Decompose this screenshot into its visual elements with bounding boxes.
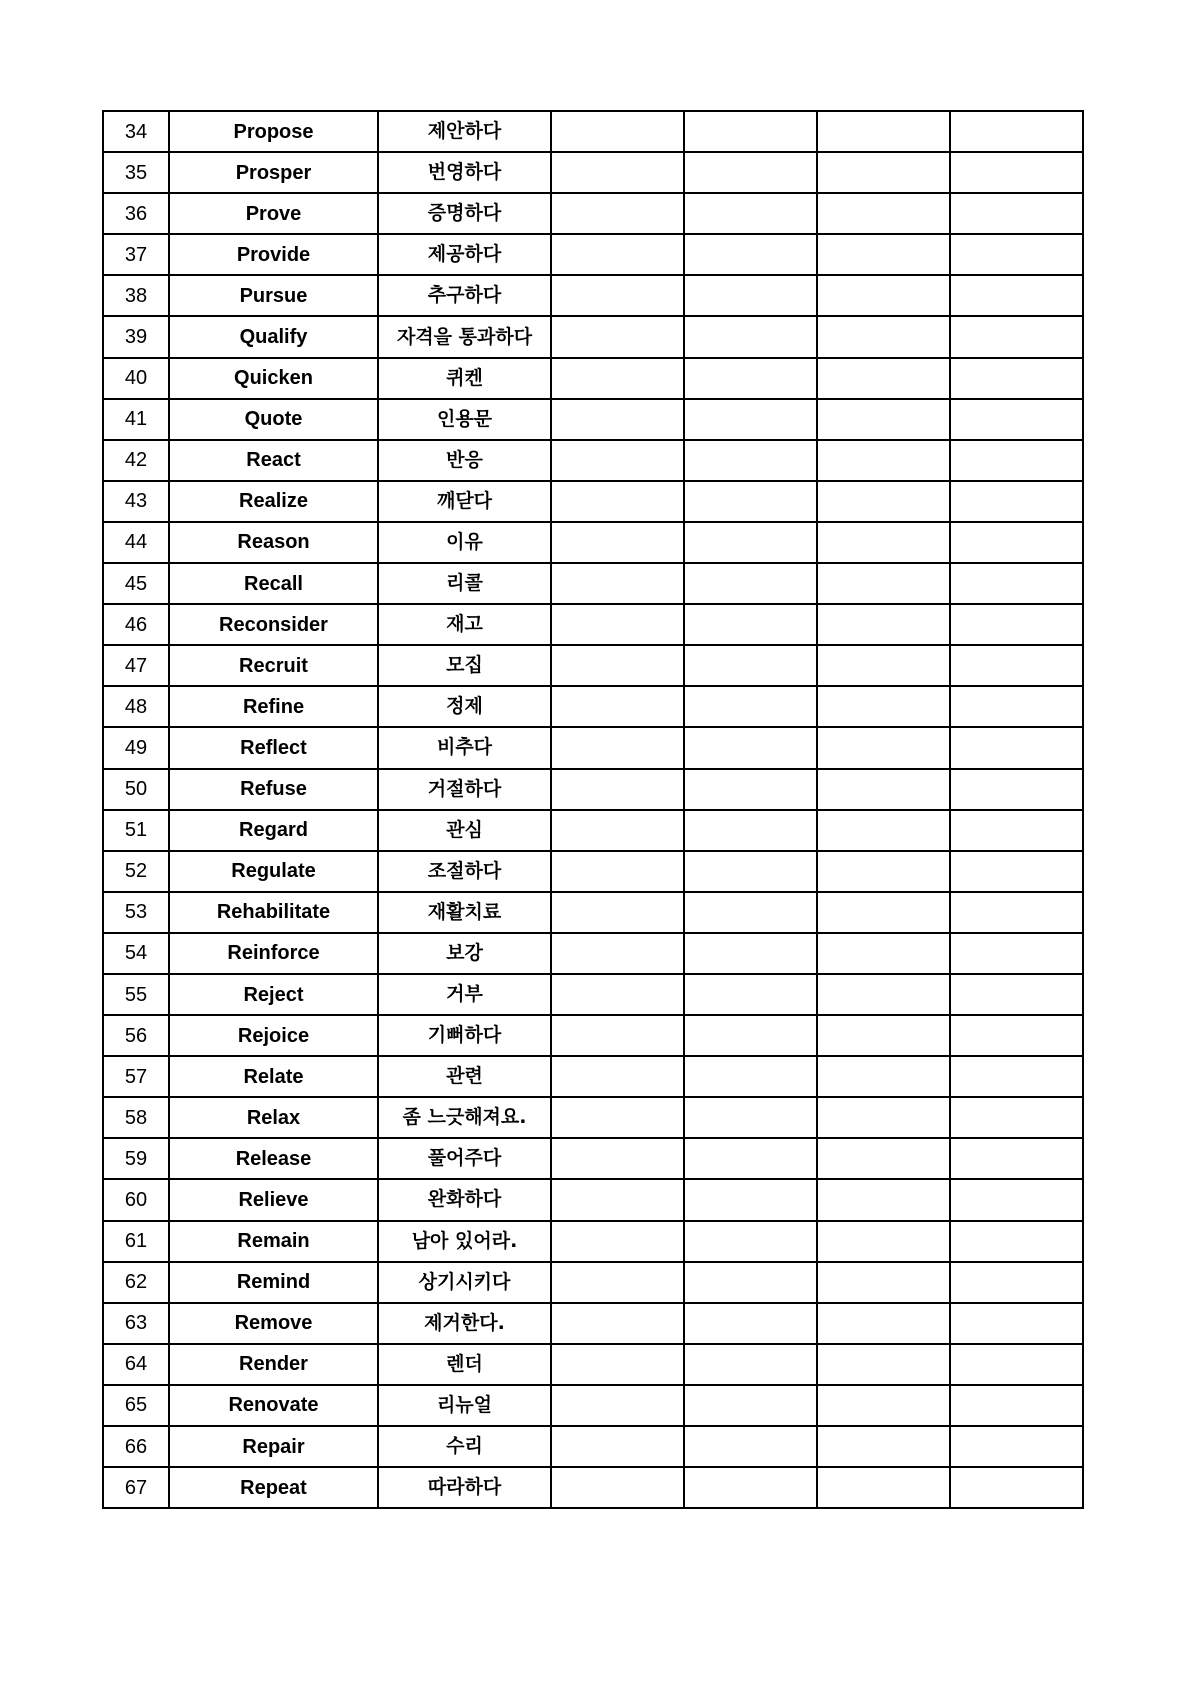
row-number-cell: 65	[103, 1385, 169, 1426]
blank-practice-cell	[551, 1015, 684, 1056]
english-word-cell: Regard	[169, 810, 378, 851]
blank-practice-cell	[817, 1056, 950, 1097]
table-row	[103, 1221, 1083, 1262]
blank-practice-cell	[551, 974, 684, 1015]
table-row	[103, 1467, 1083, 1508]
row-number-cell: 35	[103, 152, 169, 193]
table-row	[103, 1056, 1083, 1097]
blank-practice-cell	[950, 563, 1083, 604]
row-number-cell: 67	[103, 1467, 169, 1508]
blank-practice-cell	[684, 1097, 817, 1138]
korean-meaning-cell: 상기시키다	[378, 1262, 551, 1303]
blank-practice-cell	[684, 1262, 817, 1303]
korean-meaning-cell: 정제	[378, 686, 551, 727]
english-word-cell: Refuse	[169, 769, 378, 810]
blank-practice-cell	[684, 399, 817, 440]
blank-practice-cell	[817, 645, 950, 686]
korean-meaning-cell: 증명하다	[378, 193, 551, 234]
blank-practice-cell	[817, 1015, 950, 1056]
blank-practice-cell	[684, 111, 817, 152]
blank-practice-cell	[817, 152, 950, 193]
blank-practice-cell	[551, 316, 684, 357]
blank-practice-cell	[684, 1221, 817, 1262]
blank-practice-cell	[950, 111, 1083, 152]
table-row	[103, 1138, 1083, 1179]
row-number-cell: 55	[103, 974, 169, 1015]
blank-practice-cell	[950, 1467, 1083, 1508]
blank-practice-cell	[817, 1221, 950, 1262]
blank-practice-cell	[684, 1015, 817, 1056]
table-row	[103, 810, 1083, 851]
english-word-cell: Recruit	[169, 645, 378, 686]
blank-practice-cell	[817, 974, 950, 1015]
blank-practice-cell	[551, 522, 684, 563]
row-number-cell: 40	[103, 358, 169, 399]
korean-meaning-cell: 제거한다.	[378, 1303, 551, 1344]
english-word-cell: Rehabilitate	[169, 892, 378, 933]
english-word-cell: Pursue	[169, 275, 378, 316]
table-row	[103, 152, 1083, 193]
blank-practice-cell	[950, 1385, 1083, 1426]
korean-meaning-cell: 재고	[378, 604, 551, 645]
blank-practice-cell	[817, 933, 950, 974]
row-number-cell: 53	[103, 892, 169, 933]
english-word-cell: Reconsider	[169, 604, 378, 645]
blank-practice-cell	[684, 1138, 817, 1179]
row-number-cell: 42	[103, 440, 169, 481]
blank-practice-cell	[950, 152, 1083, 193]
korean-meaning-cell: 남아 있어라.	[378, 1221, 551, 1262]
korean-meaning-cell: 이유	[378, 522, 551, 563]
blank-practice-cell	[551, 152, 684, 193]
blank-practice-cell	[817, 686, 950, 727]
korean-meaning-cell: 번영하다	[378, 152, 551, 193]
blank-practice-cell	[950, 1303, 1083, 1344]
korean-meaning-cell: 리콜	[378, 563, 551, 604]
blank-practice-cell	[684, 892, 817, 933]
korean-meaning-cell: 거절하다	[378, 769, 551, 810]
english-word-cell: Relate	[169, 1056, 378, 1097]
table-row	[103, 974, 1083, 1015]
english-word-cell: React	[169, 440, 378, 481]
blank-practice-cell	[684, 563, 817, 604]
blank-practice-cell	[684, 686, 817, 727]
korean-meaning-cell: 보강	[378, 933, 551, 974]
blank-practice-cell	[684, 769, 817, 810]
english-word-cell: Remain	[169, 1221, 378, 1262]
blank-practice-cell	[684, 604, 817, 645]
row-number-cell: 48	[103, 686, 169, 727]
row-number-cell: 62	[103, 1262, 169, 1303]
blank-practice-cell	[551, 481, 684, 522]
blank-practice-cell	[817, 1097, 950, 1138]
english-word-cell: Prosper	[169, 152, 378, 193]
row-number-cell: 56	[103, 1015, 169, 1056]
blank-practice-cell	[950, 481, 1083, 522]
blank-practice-cell	[551, 358, 684, 399]
blank-practice-cell	[817, 769, 950, 810]
blank-practice-cell	[684, 933, 817, 974]
korean-meaning-cell: 깨닫다	[378, 481, 551, 522]
blank-practice-cell	[551, 686, 684, 727]
blank-practice-cell	[684, 316, 817, 357]
blank-practice-cell	[950, 892, 1083, 933]
korean-meaning-cell: 기뻐하다	[378, 1015, 551, 1056]
blank-practice-cell	[684, 974, 817, 1015]
blank-practice-cell	[950, 686, 1083, 727]
blank-practice-cell	[817, 727, 950, 768]
korean-meaning-cell: 좀 느긋해져요.	[378, 1097, 551, 1138]
row-number-cell: 50	[103, 769, 169, 810]
blank-practice-cell	[551, 111, 684, 152]
english-word-cell: Propose	[169, 111, 378, 152]
blank-practice-cell	[817, 1303, 950, 1344]
blank-practice-cell	[817, 892, 950, 933]
blank-practice-cell	[551, 1262, 684, 1303]
english-word-cell: Renovate	[169, 1385, 378, 1426]
table-row	[103, 1426, 1083, 1467]
blank-practice-cell	[684, 1056, 817, 1097]
table-row	[103, 769, 1083, 810]
english-word-cell: Render	[169, 1344, 378, 1385]
blank-practice-cell	[950, 645, 1083, 686]
blank-practice-cell	[684, 1426, 817, 1467]
row-number-cell: 61	[103, 1221, 169, 1262]
blank-practice-cell	[950, 1262, 1083, 1303]
blank-practice-cell	[551, 1138, 684, 1179]
row-number-cell: 63	[103, 1303, 169, 1344]
blank-practice-cell	[950, 1221, 1083, 1262]
korean-meaning-cell: 퀴켄	[378, 358, 551, 399]
korean-meaning-cell: 자격을 통과하다	[378, 316, 551, 357]
row-number-cell: 45	[103, 563, 169, 604]
blank-practice-cell	[817, 522, 950, 563]
blank-practice-cell	[817, 275, 950, 316]
korean-meaning-cell: 재활치료	[378, 892, 551, 933]
korean-meaning-cell: 모집	[378, 645, 551, 686]
english-word-cell: Relieve	[169, 1179, 378, 1220]
korean-meaning-cell: 인용문	[378, 399, 551, 440]
blank-practice-cell	[950, 1138, 1083, 1179]
blank-practice-cell	[551, 1056, 684, 1097]
table-row	[103, 234, 1083, 275]
table-row	[103, 851, 1083, 892]
row-number-cell: 52	[103, 851, 169, 892]
table-row	[103, 1179, 1083, 1220]
blank-practice-cell	[950, 769, 1083, 810]
blank-practice-cell	[950, 1179, 1083, 1220]
english-word-cell: Regulate	[169, 851, 378, 892]
korean-meaning-cell: 추구하다	[378, 275, 551, 316]
blank-practice-cell	[551, 1097, 684, 1138]
blank-practice-cell	[817, 358, 950, 399]
blank-practice-cell	[551, 1344, 684, 1385]
table-row	[103, 1385, 1083, 1426]
table-row	[103, 892, 1083, 933]
row-number-cell: 59	[103, 1138, 169, 1179]
table-row	[103, 111, 1083, 152]
korean-meaning-cell: 관심	[378, 810, 551, 851]
blank-practice-cell	[817, 851, 950, 892]
blank-practice-cell	[551, 810, 684, 851]
blank-practice-cell	[551, 769, 684, 810]
english-word-cell: Prove	[169, 193, 378, 234]
blank-practice-cell	[684, 152, 817, 193]
blank-practice-cell	[950, 522, 1083, 563]
table-row	[103, 316, 1083, 357]
row-number-cell: 54	[103, 933, 169, 974]
blank-practice-cell	[817, 399, 950, 440]
english-word-cell: Qualify	[169, 316, 378, 357]
blank-practice-cell	[950, 974, 1083, 1015]
row-number-cell: 36	[103, 193, 169, 234]
blank-practice-cell	[950, 275, 1083, 316]
blank-practice-cell	[551, 1221, 684, 1262]
blank-practice-cell	[817, 316, 950, 357]
blank-practice-cell	[950, 234, 1083, 275]
blank-practice-cell	[551, 440, 684, 481]
table-row	[103, 686, 1083, 727]
blank-practice-cell	[950, 933, 1083, 974]
blank-practice-cell	[950, 316, 1083, 357]
blank-practice-cell	[551, 1467, 684, 1508]
row-number-cell: 41	[103, 399, 169, 440]
blank-practice-cell	[551, 275, 684, 316]
blank-practice-cell	[684, 358, 817, 399]
table-row	[103, 933, 1083, 974]
vocabulary-table	[102, 110, 1084, 1509]
table-row	[103, 645, 1083, 686]
english-word-cell: Reinforce	[169, 933, 378, 974]
blank-practice-cell	[551, 234, 684, 275]
blank-practice-cell	[684, 440, 817, 481]
blank-practice-cell	[684, 1344, 817, 1385]
korean-meaning-cell: 리뉴얼	[378, 1385, 551, 1426]
row-number-cell: 44	[103, 522, 169, 563]
english-word-cell: Repair	[169, 1426, 378, 1467]
table-row	[103, 193, 1083, 234]
blank-practice-cell	[817, 1179, 950, 1220]
blank-practice-cell	[551, 1179, 684, 1220]
english-word-cell: Relax	[169, 1097, 378, 1138]
row-number-cell: 34	[103, 111, 169, 152]
blank-practice-cell	[950, 1097, 1083, 1138]
row-number-cell: 39	[103, 316, 169, 357]
row-number-cell: 43	[103, 481, 169, 522]
english-word-cell: Realize	[169, 481, 378, 522]
blank-practice-cell	[950, 810, 1083, 851]
blank-practice-cell	[551, 933, 684, 974]
blank-practice-cell	[684, 481, 817, 522]
row-number-cell: 66	[103, 1426, 169, 1467]
english-word-cell: Remind	[169, 1262, 378, 1303]
row-number-cell: 38	[103, 275, 169, 316]
korean-meaning-cell: 따라하다	[378, 1467, 551, 1508]
blank-practice-cell	[817, 1385, 950, 1426]
table-row	[103, 440, 1083, 481]
blank-practice-cell	[551, 1385, 684, 1426]
blank-practice-cell	[950, 604, 1083, 645]
blank-practice-cell	[817, 234, 950, 275]
table-row	[103, 1015, 1083, 1056]
korean-meaning-cell: 제공하다	[378, 234, 551, 275]
row-number-cell: 60	[103, 1179, 169, 1220]
table-row	[103, 399, 1083, 440]
blank-practice-cell	[551, 193, 684, 234]
table-row	[103, 727, 1083, 768]
blank-practice-cell	[684, 727, 817, 768]
row-number-cell: 57	[103, 1056, 169, 1097]
blank-practice-cell	[684, 851, 817, 892]
blank-practice-cell	[684, 193, 817, 234]
korean-meaning-cell: 풀어주다	[378, 1138, 551, 1179]
blank-practice-cell	[950, 1344, 1083, 1385]
english-word-cell: Recall	[169, 563, 378, 604]
korean-meaning-cell: 거부	[378, 974, 551, 1015]
blank-practice-cell	[817, 193, 950, 234]
blank-practice-cell	[950, 358, 1083, 399]
row-number-cell: 51	[103, 810, 169, 851]
blank-practice-cell	[950, 193, 1083, 234]
table-row	[103, 1262, 1083, 1303]
blank-practice-cell	[684, 1467, 817, 1508]
table-row	[103, 1344, 1083, 1385]
korean-meaning-cell: 비추다	[378, 727, 551, 768]
blank-practice-cell	[551, 892, 684, 933]
blank-practice-cell	[684, 1303, 817, 1344]
blank-practice-cell	[950, 440, 1083, 481]
table-row	[103, 1303, 1083, 1344]
row-number-cell: 58	[103, 1097, 169, 1138]
row-number-cell: 49	[103, 727, 169, 768]
blank-practice-cell	[817, 810, 950, 851]
blank-practice-cell	[684, 645, 817, 686]
english-word-cell: Refine	[169, 686, 378, 727]
blank-practice-cell	[551, 1303, 684, 1344]
row-number-cell: 64	[103, 1344, 169, 1385]
blank-practice-cell	[684, 810, 817, 851]
english-word-cell: Reflect	[169, 727, 378, 768]
blank-practice-cell	[684, 522, 817, 563]
korean-meaning-cell: 관련	[378, 1056, 551, 1097]
blank-practice-cell	[817, 440, 950, 481]
english-word-cell: Quicken	[169, 358, 378, 399]
korean-meaning-cell: 제안하다	[378, 111, 551, 152]
blank-practice-cell	[817, 563, 950, 604]
vocabulary-table-body	[103, 111, 1083, 1508]
korean-meaning-cell: 조절하다	[378, 851, 551, 892]
blank-practice-cell	[551, 645, 684, 686]
korean-meaning-cell: 반응	[378, 440, 551, 481]
row-number-cell: 46	[103, 604, 169, 645]
row-number-cell: 47	[103, 645, 169, 686]
blank-practice-cell	[684, 1179, 817, 1220]
table-row	[103, 481, 1083, 522]
blank-practice-cell	[817, 1426, 950, 1467]
blank-practice-cell	[551, 1426, 684, 1467]
korean-meaning-cell: 수리	[378, 1426, 551, 1467]
row-number-cell: 37	[103, 234, 169, 275]
korean-meaning-cell: 렌더	[378, 1344, 551, 1385]
english-word-cell: Reject	[169, 974, 378, 1015]
blank-practice-cell	[950, 1056, 1083, 1097]
english-word-cell: Remove	[169, 1303, 378, 1344]
blank-practice-cell	[684, 234, 817, 275]
english-word-cell: Rejoice	[169, 1015, 378, 1056]
blank-practice-cell	[817, 111, 950, 152]
blank-practice-cell	[551, 727, 684, 768]
table-row	[103, 358, 1083, 399]
blank-practice-cell	[950, 851, 1083, 892]
blank-practice-cell	[817, 481, 950, 522]
blank-practice-cell	[551, 563, 684, 604]
english-word-cell: Provide	[169, 234, 378, 275]
blank-practice-cell	[684, 275, 817, 316]
english-word-cell: Release	[169, 1138, 378, 1179]
table-row	[103, 604, 1083, 645]
korean-meaning-cell: 완화하다	[378, 1179, 551, 1220]
blank-practice-cell	[551, 851, 684, 892]
blank-practice-cell	[950, 1426, 1083, 1467]
table-row	[103, 563, 1083, 604]
blank-practice-cell	[817, 1344, 950, 1385]
table-row	[103, 522, 1083, 563]
blank-practice-cell	[817, 1467, 950, 1508]
english-word-cell: Quote	[169, 399, 378, 440]
blank-practice-cell	[684, 1385, 817, 1426]
blank-practice-cell	[950, 1015, 1083, 1056]
blank-practice-cell	[551, 399, 684, 440]
table-row	[103, 275, 1083, 316]
english-word-cell: Repeat	[169, 1467, 378, 1508]
blank-practice-cell	[551, 604, 684, 645]
blank-practice-cell	[950, 727, 1083, 768]
table-row	[103, 1097, 1083, 1138]
blank-practice-cell	[817, 604, 950, 645]
blank-practice-cell	[817, 1262, 950, 1303]
blank-practice-cell	[817, 1138, 950, 1179]
english-word-cell: Reason	[169, 522, 378, 563]
blank-practice-cell	[950, 399, 1083, 440]
